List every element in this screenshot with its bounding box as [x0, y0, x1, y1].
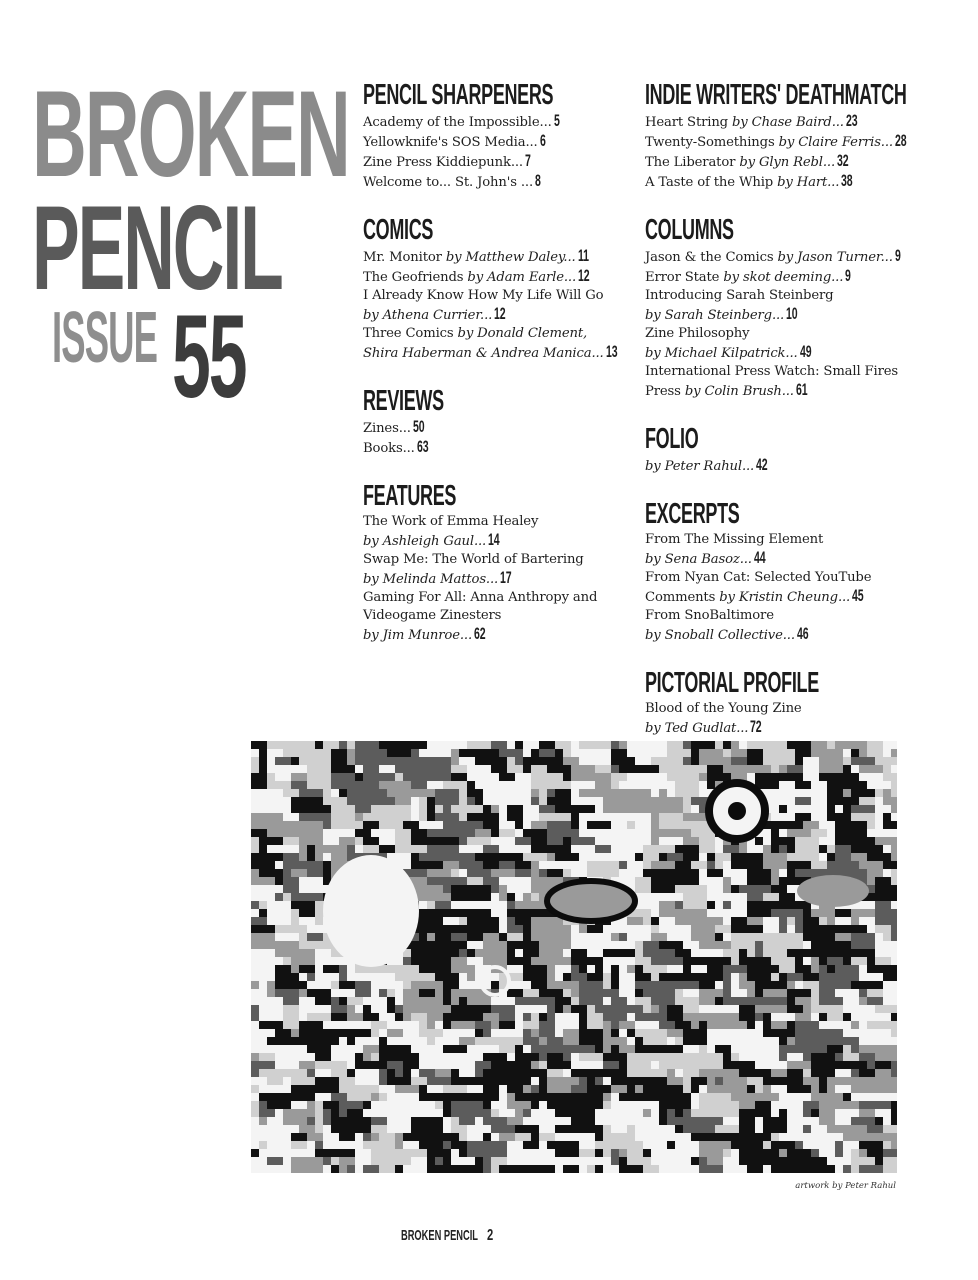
entry-title: Gaming For All: Anna Anthropy and Videogame Zinesters	[363, 590, 598, 623]
artwork-credit: artwork by Peter Rahul	[795, 1181, 896, 1191]
entry-page-number: 38	[841, 171, 853, 190]
entry-page-number: 12	[578, 266, 590, 285]
entry-page-number: 7	[524, 151, 531, 170]
toc-entry	[645, 700, 915, 738]
entry-byline: by Claire Ferris...	[778, 135, 893, 150]
toc-entry	[363, 551, 625, 589]
entry-title: A Taste of the Whip	[645, 175, 778, 190]
toc-entry	[645, 267, 915, 287]
entry-title: Mr. Monitor	[363, 250, 446, 265]
entry-byline: by Donald Clement, Shira Haberman & Andrea Manica...	[363, 326, 604, 361]
entry-title: Welcome to... St. John's ...	[363, 175, 533, 190]
section-title: FEATURES	[363, 480, 457, 512]
toc-entry	[363, 438, 625, 458]
toc-section	[645, 80, 915, 192]
section-title: COMICS	[363, 214, 434, 246]
toc-section	[363, 80, 625, 192]
entry-byline: by Glyn Rebl...	[739, 155, 836, 170]
toc-entry	[363, 112, 625, 132]
entry-page-number: 61	[795, 380, 808, 399]
entry-byline: by Kristin Cheung...	[719, 590, 851, 605]
entry-title: Swap Me: The World of Bartering	[363, 552, 584, 567]
footer-page-number: 2	[487, 1227, 494, 1244]
entry-page-number: 44	[753, 548, 766, 567]
entry-page-number: 49	[799, 342, 812, 361]
toc-section	[363, 386, 625, 458]
toc-entry	[645, 456, 915, 476]
section-title: PICTORIAL PROFILE	[645, 667, 819, 699]
section-title: INDIE WRITERS' DEATHMATCH	[645, 79, 907, 111]
entry-page-number: 9	[894, 246, 901, 265]
entry-byline: by Adam Earle...	[467, 270, 577, 285]
entry-title: The Liberator	[645, 155, 740, 170]
entry-page-number: 46	[796, 624, 809, 643]
entry-title: Three Comics	[363, 326, 458, 341]
entry-byline: by Snoball Collective...	[645, 628, 795, 643]
entry-title: Zines...	[363, 421, 411, 436]
toc-entry	[645, 152, 915, 172]
entry-byline: by Jim Munroe...	[363, 628, 472, 643]
toc-entry	[645, 112, 915, 132]
entry-page-number: 8	[535, 171, 541, 190]
page-footer	[401, 1227, 496, 1245]
entry-byline: by Athena Currier...	[363, 308, 493, 323]
entry-title: International Press Watch: Small Fires Press	[645, 364, 899, 399]
entry-title: From The Missing Element	[645, 532, 824, 547]
entry-byline: by Colin Brush...	[684, 384, 794, 399]
entry-title: Zine Philosophy	[645, 326, 750, 341]
toc-entry	[645, 132, 915, 152]
entry-page-number: 32	[837, 151, 849, 170]
entry-title: The Geofriends	[363, 270, 468, 285]
toc-entry	[363, 287, 625, 325]
toc-section	[645, 215, 915, 401]
entry-page-number: 6	[539, 131, 546, 150]
entry-title: The Work of Emma Healey	[363, 514, 539, 529]
toc-entry	[645, 172, 915, 192]
section-title: EXCERPTS	[645, 498, 740, 530]
toc-entry	[363, 418, 625, 438]
entry-byline: by Peter Rahul...	[645, 459, 755, 474]
section-title: COLUMNS	[645, 214, 734, 246]
entry-page-number: 23	[845, 111, 858, 130]
entry-title: Blood of the Young Zine	[645, 701, 802, 716]
entry-title: Academy of the Impossible...	[363, 115, 552, 130]
artwork-pixel-illustration	[251, 741, 897, 1173]
toc-entry	[363, 247, 625, 267]
entry-page-number: 12	[494, 304, 506, 323]
entry-page-number: 50	[412, 417, 425, 436]
entry-title: From SnoBaltimore	[645, 608, 774, 623]
entry-byline: by Michael Kilpatrick...	[645, 346, 798, 361]
masthead-issue-number: 55	[172, 290, 246, 423]
section-title: FOLIO	[645, 423, 699, 455]
toc-entry	[645, 287, 915, 325]
toc-entry	[363, 267, 625, 287]
toc-entry	[363, 513, 625, 551]
toc-right-column	[645, 80, 915, 761]
masthead-broken: BROKEN	[32, 64, 349, 203]
toc-section	[363, 215, 625, 363]
entry-byline: by Jason Turner...	[777, 250, 893, 265]
entry-byline: by Melinda Mattos...	[363, 572, 499, 587]
toc-entry	[645, 531, 915, 569]
entry-byline: by Hart...	[777, 175, 840, 190]
entry-title: Yellowknife's SOS Media...	[363, 135, 538, 150]
entry-title: Jason & the Comics	[645, 250, 778, 265]
toc-entry	[645, 325, 915, 363]
entry-page-number: 45	[852, 586, 864, 605]
entry-title: Introducing Sarah Steinberg	[645, 288, 834, 303]
entry-title: Twenty-Somethings	[645, 135, 779, 150]
entry-page-number: 62	[474, 624, 486, 643]
entry-byline: by Sarah Steinberg...	[645, 308, 785, 323]
toc-section	[645, 668, 915, 738]
toc-entry	[645, 569, 915, 607]
entry-byline: by Matthew Daley...	[445, 250, 576, 265]
toc-entry	[363, 172, 625, 192]
section-title: REVIEWS	[363, 385, 444, 417]
entry-byline: by Chase Baird...	[732, 115, 844, 130]
footer-publication: BROKEN PENCIL	[401, 1227, 478, 1244]
entry-page-number: 72	[750, 717, 762, 736]
entry-byline: by Ted Gudlat...	[645, 721, 749, 736]
toc-entry	[645, 247, 915, 267]
toc-left-column	[363, 80, 625, 668]
toc-section	[363, 481, 625, 645]
entry-title: Zine Press Kiddiepunk...	[363, 155, 523, 170]
entry-title: Heart String	[645, 115, 732, 130]
entry-byline: by Ashleigh Gaul...	[363, 534, 487, 549]
section-title: PENCIL SHARPENERS	[363, 79, 554, 111]
entry-page-number: 9	[845, 266, 852, 285]
toc-entry	[363, 325, 625, 363]
entry-page-number: 10	[786, 304, 798, 323]
entry-page-number: 11	[577, 246, 589, 265]
entry-title: I Already Know How My Life Will Go	[363, 288, 604, 303]
entry-page-number: 28	[894, 131, 907, 150]
toc-entry	[363, 152, 625, 172]
entry-page-number: 13	[605, 342, 618, 361]
cover-artwork	[251, 741, 897, 1173]
toc-entry	[645, 607, 915, 645]
toc-entry	[363, 589, 625, 645]
entry-page-number: 63	[416, 437, 429, 456]
masthead-issue-label: ISSUE	[52, 297, 158, 378]
entry-page-number: 14	[488, 530, 500, 549]
entry-page-number: 5	[553, 111, 560, 130]
toc-section	[645, 424, 915, 476]
toc-section	[645, 499, 915, 645]
entry-title: Error State	[645, 270, 724, 285]
toc-entry	[363, 132, 625, 152]
entry-page-number: 17	[500, 568, 512, 587]
entry-page-number: 42	[756, 455, 768, 474]
entry-byline: by skot deeming...	[723, 270, 844, 285]
masthead-pencil: PENCIL	[32, 181, 282, 316]
entry-byline: by Sena Basoz...	[645, 552, 752, 567]
toc-entry	[645, 363, 915, 401]
entry-title: Books...	[363, 441, 415, 456]
entry-title: From Nyan Cat: Selected YouTube Comments	[645, 570, 872, 605]
